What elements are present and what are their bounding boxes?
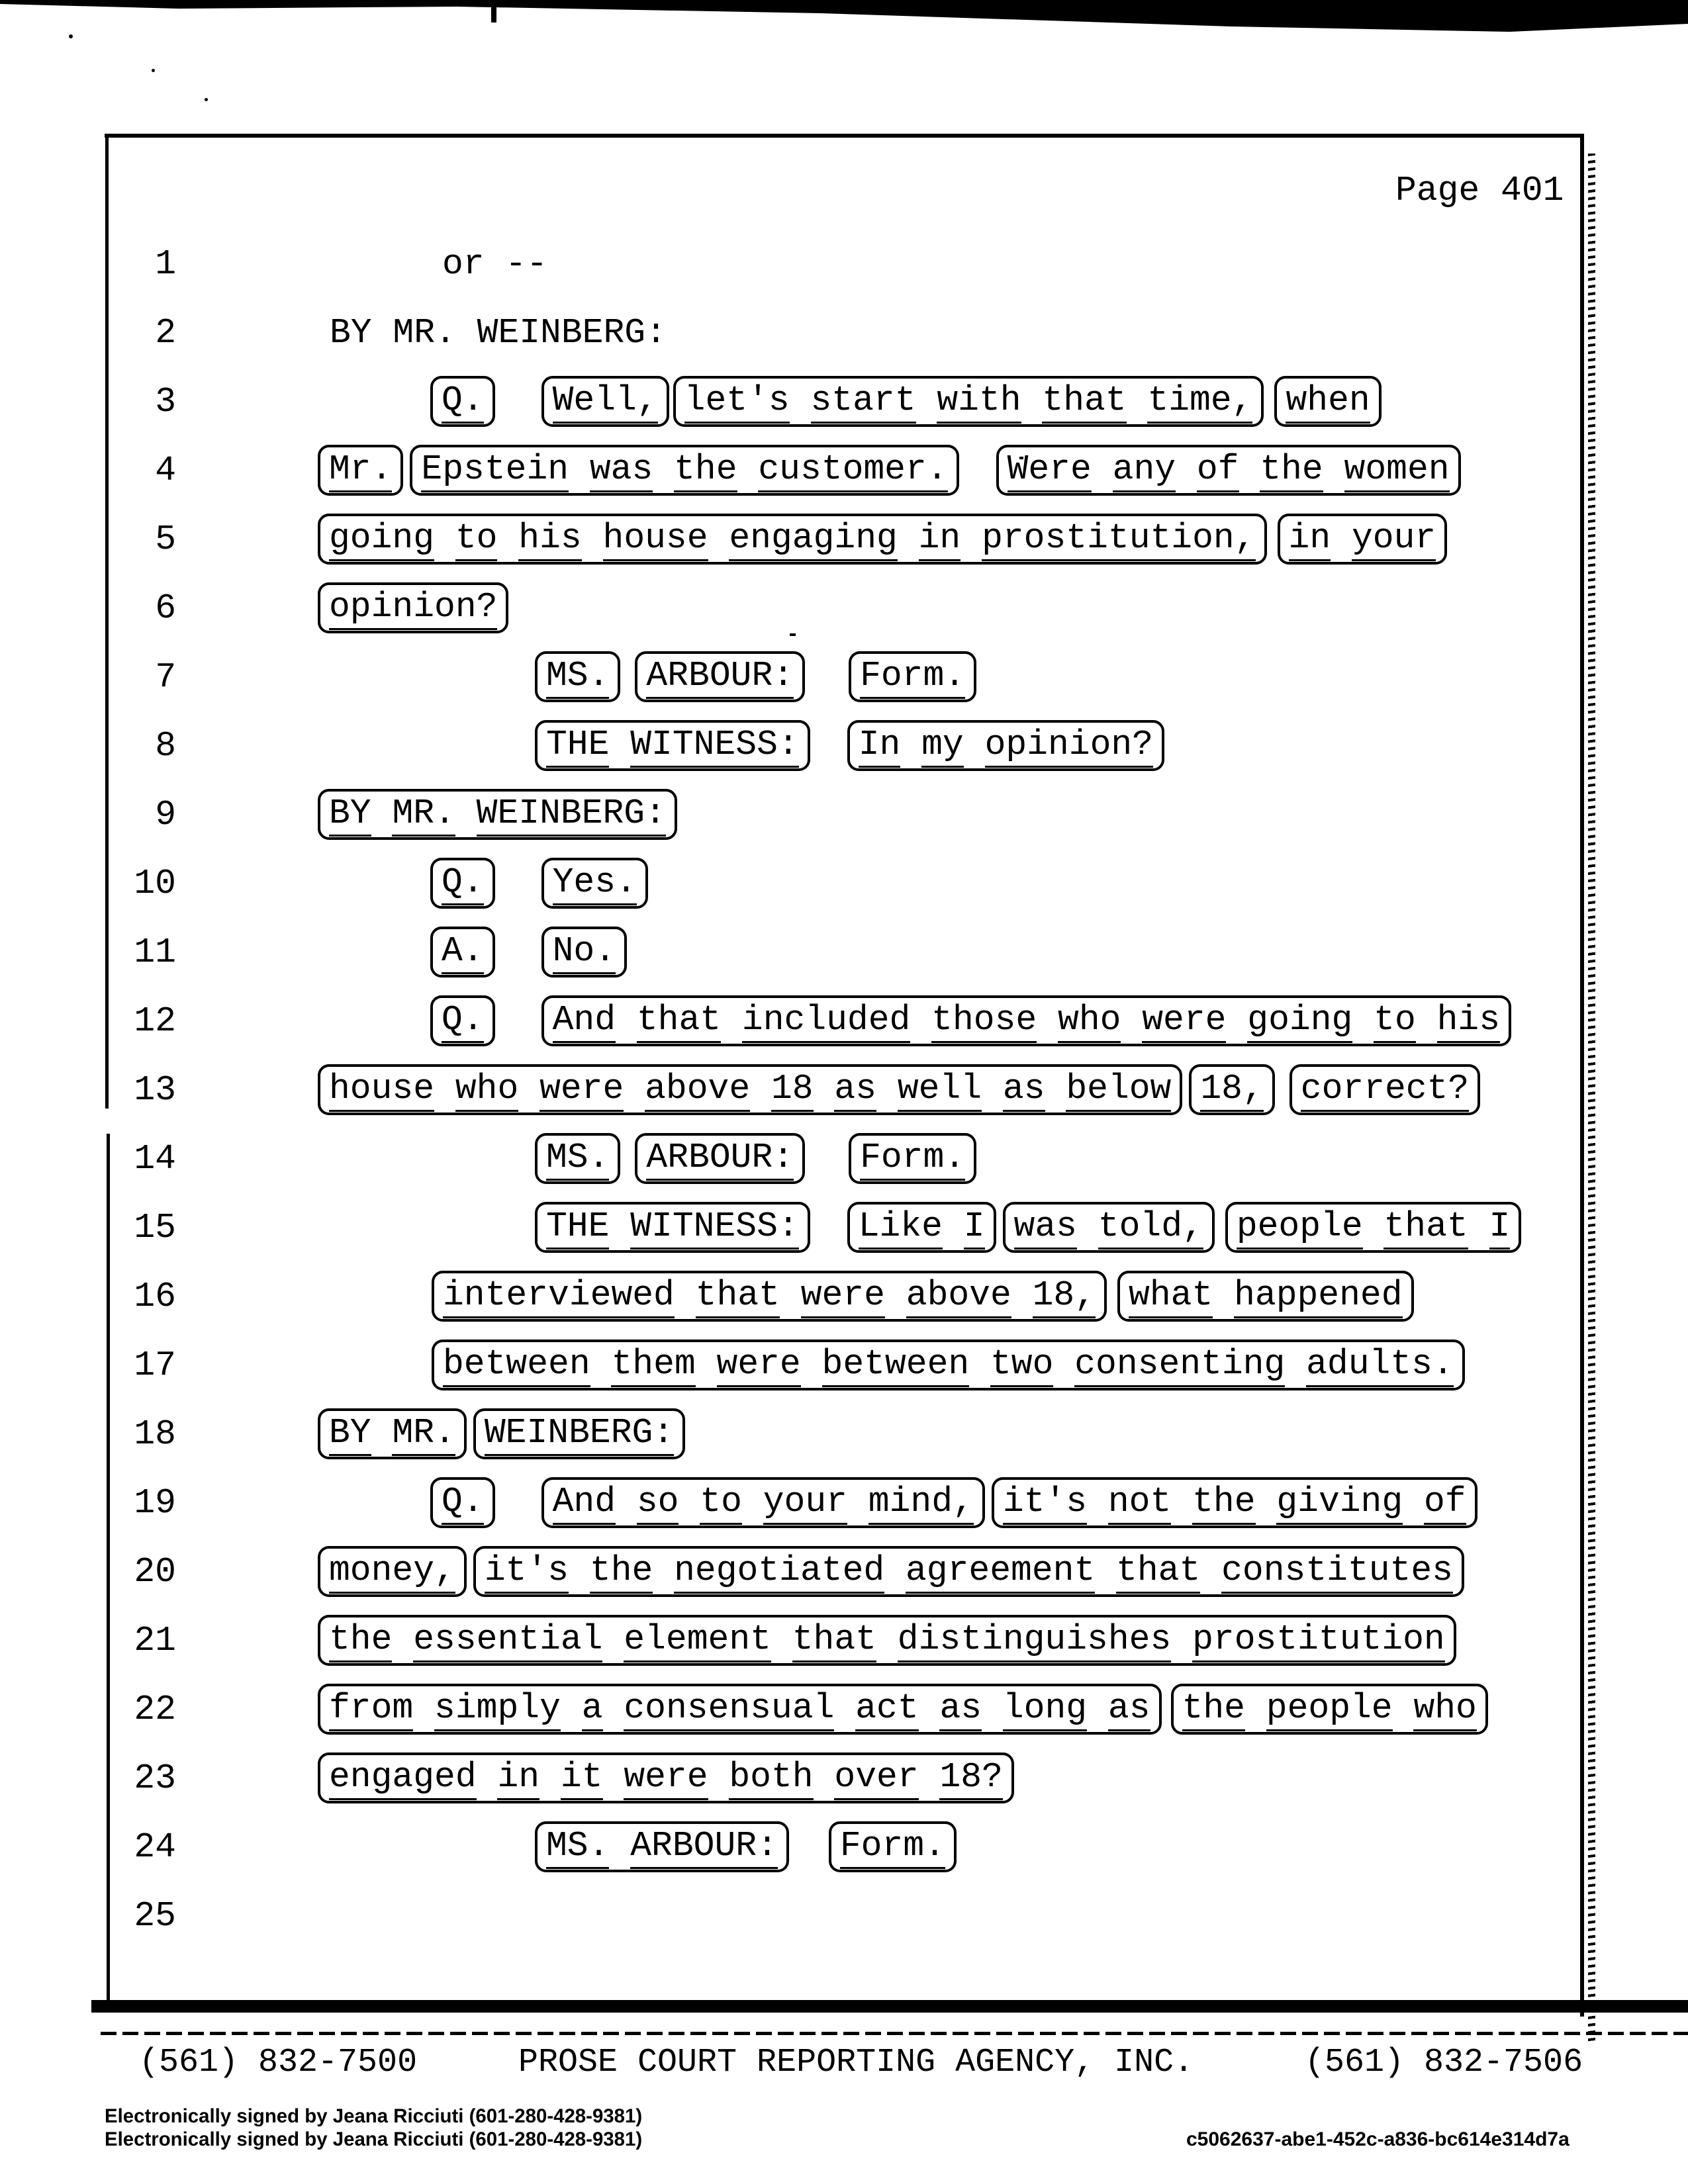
transcript-line-13: [0, 1069, 1688, 1142]
phrase-box: [318, 582, 508, 633]
line-content: [430, 927, 627, 978]
word: that: [1116, 1551, 1200, 1594]
word: prostitution,: [982, 518, 1255, 561]
scan-artifact-speck: [205, 98, 208, 101]
phrase-box: [541, 927, 627, 978]
word: to: [1374, 1000, 1416, 1043]
word: negotiated: [674, 1551, 884, 1594]
scan-artifact-bottom-dashes: [101, 2032, 1688, 2035]
line-content: [535, 1133, 976, 1184]
phrase-box: [1289, 1064, 1480, 1115]
line-number: 1: [155, 244, 176, 284]
line-content: [330, 313, 667, 353]
word: And: [553, 1482, 616, 1525]
word: a: [582, 1688, 603, 1731]
phrase-box: [318, 1546, 467, 1597]
word: that: [637, 1000, 721, 1043]
word: let's: [684, 381, 790, 424]
transcript-line-25: [0, 1896, 1688, 1968]
footer-phone-right: (561) 832-7506: [1305, 2044, 1583, 2081]
word: constitutes: [1221, 1551, 1453, 1594]
word: were: [539, 1069, 624, 1112]
word: in: [497, 1757, 539, 1800]
word: distinguishes: [898, 1619, 1171, 1662]
line-text: or --: [442, 244, 548, 284]
word: between: [822, 1344, 970, 1387]
phrase-box: [430, 995, 495, 1046]
word: the: [1192, 1482, 1255, 1525]
transcript-line-4: [0, 449, 1688, 522]
line-content: [535, 1821, 957, 1872]
footer-agency-name: PROSE COURT REPORTING AGENCY, INC.: [518, 2044, 1194, 2081]
word: was: [590, 449, 653, 492]
phrase-box: [849, 1133, 976, 1184]
word: prostitution: [1192, 1619, 1445, 1662]
line-number: 14: [134, 1139, 176, 1179]
line-number: 5: [155, 520, 176, 559]
word: long: [1003, 1688, 1087, 1731]
scan-artifact-tick: [1391, 8, 1395, 25]
word: were: [1142, 1000, 1226, 1043]
word: who: [1058, 1000, 1121, 1043]
line-number: 3: [155, 382, 176, 422]
word: going: [329, 518, 434, 561]
phrase-box: [847, 720, 1164, 771]
scan-artifact-top-band: [0, 0, 1688, 34]
word: going: [1247, 1000, 1352, 1043]
word: Form.: [860, 656, 965, 699]
word: my: [921, 725, 964, 768]
footer-phone-left: (561) 832-7500: [139, 2044, 418, 2081]
word: Like: [859, 1206, 943, 1250]
word: Form.: [860, 1138, 965, 1181]
word: ARBOUR:: [646, 1138, 794, 1181]
phrase-box: [318, 789, 677, 840]
phrase-box: [1278, 514, 1448, 565]
word: BY: [329, 794, 371, 837]
line-number: 7: [155, 657, 176, 697]
word: the: [674, 449, 737, 492]
line-text: BY MR. WEINBERG:: [330, 313, 667, 353]
scan-artifact-speck: [152, 69, 155, 72]
line-content: [318, 789, 677, 840]
transcript-line-8: [0, 725, 1688, 797]
word: as: [939, 1688, 982, 1731]
word: his: [518, 518, 581, 561]
line-number: 23: [134, 1758, 176, 1798]
transcript-line-18: [0, 1413, 1688, 1486]
word: the: [1260, 449, 1323, 492]
word: any: [1113, 449, 1176, 492]
phrase-box: [473, 1546, 1464, 1597]
word: it's: [485, 1551, 569, 1594]
phrase-box: [318, 1408, 467, 1459]
phrase-box: [541, 376, 669, 427]
word: in: [919, 518, 961, 561]
line-number: 11: [134, 933, 176, 972]
transcript-line-20: [0, 1551, 1688, 1623]
word: 18,: [1033, 1275, 1096, 1318]
word: Q.: [442, 381, 484, 424]
line-number: 13: [134, 1070, 176, 1110]
word: Q.: [442, 1000, 484, 1043]
phrase-box: [318, 1615, 1456, 1666]
transcript-line-16: [0, 1275, 1688, 1348]
word: interviewed: [443, 1275, 675, 1318]
transcript-line-19: [0, 1482, 1688, 1555]
word: time,: [1147, 381, 1252, 424]
line-content: [430, 995, 1511, 1046]
phrase-box: [430, 376, 495, 427]
phrase-box: [318, 1684, 1162, 1735]
word: that: [1042, 381, 1126, 424]
transcript-line-6: [0, 587, 1688, 660]
line-number: 4: [155, 451, 176, 490]
word: women: [1344, 449, 1450, 492]
line-content: [318, 1546, 1464, 1597]
word: included: [742, 1000, 910, 1043]
phrase-box: [541, 1477, 985, 1528]
word: them: [611, 1344, 695, 1387]
word: happened: [1234, 1275, 1402, 1318]
electronic-signature-line-2: Electronically signed by Jeana Ricciuti (601-280-428-9381): [105, 2128, 643, 2150]
line-content: [430, 376, 1382, 427]
word: element: [624, 1619, 771, 1662]
word: people: [1237, 1206, 1363, 1250]
line-content: [430, 858, 648, 909]
word: A.: [442, 931, 484, 974]
phrase-box: [535, 720, 810, 771]
word: it: [561, 1757, 603, 1800]
phrase-box: [432, 1340, 1465, 1390]
word: above: [906, 1275, 1011, 1318]
word: I: [1489, 1206, 1511, 1250]
word: were: [801, 1275, 885, 1318]
phrase-box: [1225, 1202, 1522, 1253]
phrase-box: [992, 1477, 1477, 1528]
word: start: [811, 381, 916, 424]
word: THE: [546, 1206, 609, 1250]
word: that: [696, 1275, 780, 1318]
transcript-line-9: [0, 794, 1688, 866]
phrase-box: [849, 651, 976, 702]
line-content: [318, 1064, 1480, 1115]
line-number: 2: [155, 313, 176, 353]
word: as: [1003, 1069, 1045, 1112]
line-content: [318, 582, 508, 633]
word: as: [834, 1069, 876, 1112]
phrase-box: [318, 1064, 1182, 1115]
transcript-line-23: [0, 1757, 1688, 1830]
line-content: [318, 1752, 1014, 1803]
line-number: 9: [155, 795, 176, 835]
phrase-box: [1189, 1064, 1274, 1115]
line-content: [535, 1202, 1521, 1253]
word: Well,: [553, 381, 658, 424]
word: well: [898, 1069, 982, 1112]
word: Epstein: [421, 449, 569, 492]
word: both: [729, 1757, 813, 1800]
word: above: [645, 1069, 750, 1112]
word: Q.: [442, 1482, 484, 1525]
word: THE: [546, 725, 609, 768]
word: WEINBERG:: [477, 794, 666, 837]
phrase-box: [1171, 1684, 1488, 1735]
line-content: [442, 244, 548, 284]
phrase-box: [430, 927, 495, 978]
phrase-box: [430, 858, 495, 909]
word: MS.: [546, 1138, 609, 1181]
word: who: [455, 1069, 518, 1112]
phrase-box: [1117, 1271, 1414, 1322]
word: so: [637, 1482, 679, 1525]
word: were: [624, 1757, 708, 1800]
line-content: [535, 651, 976, 702]
word: of: [1197, 449, 1239, 492]
line-number: 15: [134, 1208, 176, 1248]
word: essential: [413, 1619, 602, 1662]
transcript-line-1: [0, 244, 1688, 316]
line-number: 24: [134, 1827, 176, 1867]
word: MR.: [392, 1413, 455, 1456]
word: No.: [553, 931, 616, 974]
transcript-line-17: [0, 1344, 1688, 1417]
line-content: [430, 1477, 1477, 1528]
word: the: [590, 1551, 653, 1594]
page-border-bottom: [91, 2000, 1688, 2013]
word: engaging: [729, 518, 897, 561]
word: act: [855, 1688, 918, 1731]
word: in: [1289, 518, 1331, 561]
transcript-line-7: [0, 656, 1688, 729]
phrase-box: [673, 376, 1264, 427]
line-number: 22: [134, 1690, 176, 1729]
word: with: [937, 381, 1021, 424]
transcript-line-2: [0, 313, 1688, 385]
word: MS.: [546, 656, 609, 699]
word: 18,: [1200, 1069, 1263, 1112]
word: house: [329, 1069, 434, 1112]
word: two: [990, 1344, 1053, 1387]
word: to: [700, 1482, 742, 1525]
word: 18?: [939, 1757, 1002, 1800]
word: that: [792, 1619, 876, 1662]
line-number: 12: [134, 1001, 176, 1041]
word: were: [717, 1344, 801, 1387]
word: engaged: [329, 1757, 477, 1800]
word: told,: [1098, 1206, 1203, 1250]
transcript-line-22: [0, 1688, 1688, 1761]
word: mind,: [868, 1482, 974, 1525]
line-content: [318, 1615, 1456, 1666]
word: it's: [1003, 1482, 1087, 1525]
word: that: [1383, 1206, 1468, 1250]
phrase-box: [430, 1477, 495, 1528]
word: the: [1182, 1688, 1245, 1731]
word: agreement: [906, 1551, 1095, 1594]
word: Yes.: [553, 862, 637, 905]
phrase-box: [318, 514, 1267, 565]
scan-artifact-tick: [1151, 4, 1155, 24]
word: adults.: [1306, 1344, 1454, 1387]
word: the: [329, 1619, 392, 1662]
line-number: 21: [134, 1621, 176, 1661]
phrase-box: [535, 1202, 810, 1253]
word: I: [964, 1206, 985, 1250]
word: BY: [329, 1413, 371, 1456]
word: from: [329, 1688, 413, 1731]
line-content: [535, 720, 1164, 771]
line-content: [318, 445, 1461, 496]
phrase-box: [996, 445, 1461, 496]
transcript-line-14: [0, 1138, 1688, 1210]
transcript-line-3: [0, 381, 1688, 453]
word: opinion?: [329, 587, 497, 630]
phrase-box: [541, 858, 648, 909]
word: when: [1286, 381, 1370, 424]
word: what: [1129, 1275, 1213, 1318]
line-content: [432, 1340, 1465, 1390]
word: simply: [434, 1688, 561, 1731]
phrase-box: [829, 1821, 957, 1872]
phrase-box: [535, 651, 620, 702]
word: as: [1108, 1688, 1150, 1731]
transcript-line-15: [0, 1206, 1688, 1279]
word: of: [1424, 1482, 1466, 1525]
word: In: [859, 725, 901, 768]
phrase-box: [847, 1202, 996, 1253]
word: between: [443, 1344, 590, 1387]
word: Were: [1008, 449, 1092, 492]
word: below: [1066, 1069, 1171, 1112]
line-number: 18: [134, 1414, 176, 1454]
word: his: [1437, 1000, 1500, 1043]
phrase-box: [541, 995, 1511, 1046]
phrase-box: [535, 1133, 620, 1184]
word: ARBOUR:: [630, 1826, 778, 1869]
word: consensual: [624, 1688, 834, 1731]
phrase-box: [1274, 376, 1381, 427]
word: consenting: [1074, 1344, 1285, 1387]
word: Mr.: [329, 449, 392, 492]
word: ARBOUR:: [646, 656, 794, 699]
line-number: 20: [134, 1552, 176, 1592]
word: WEINBERG:: [485, 1413, 674, 1456]
word: WITNESS:: [630, 1206, 798, 1250]
word: over: [834, 1757, 918, 1800]
word: And: [553, 1000, 616, 1043]
word: Q.: [442, 862, 484, 905]
transcript-line-11: [0, 931, 1688, 1004]
transcript-line-21: [0, 1619, 1688, 1692]
phrase-box: [635, 651, 805, 702]
line-number: 8: [155, 726, 176, 766]
transcript-line-24: [0, 1826, 1688, 1899]
line-number: 6: [155, 588, 176, 628]
page-border-top: [105, 134, 1583, 138]
word: 18: [771, 1069, 814, 1112]
word: Form.: [840, 1826, 945, 1869]
line-content: [432, 1271, 1414, 1322]
line-number: 17: [134, 1345, 176, 1385]
transcript-line-10: [0, 862, 1688, 935]
scan-artifact-speck: [69, 34, 73, 38]
line-number: 10: [134, 864, 176, 903]
word: opinion?: [985, 725, 1153, 768]
word: house: [603, 518, 708, 561]
phrase-box: [535, 1821, 789, 1872]
word: your: [763, 1482, 847, 1525]
line-number: 25: [134, 1896, 176, 1936]
word: those: [931, 1000, 1037, 1043]
phrase-box: [473, 1408, 685, 1459]
word: WITNESS:: [630, 725, 798, 768]
phrase-box: [635, 1133, 805, 1184]
phrase-box: [1003, 1202, 1215, 1253]
word: MR.: [392, 794, 455, 837]
transcript-line-12: [0, 1000, 1688, 1073]
word: MS.: [546, 1826, 609, 1869]
word: not: [1108, 1482, 1171, 1525]
word: correct?: [1301, 1069, 1469, 1112]
word: people: [1266, 1688, 1393, 1731]
line-number: 16: [134, 1277, 176, 1316]
line-content: [318, 1684, 1488, 1735]
phrase-box: [410, 445, 959, 496]
word: giving: [1276, 1482, 1403, 1525]
document-id: c5062637-abe1-452c-a836-bc614e314d7a: [1186, 2128, 1570, 2150]
scan-artifact-tick: [491, 0, 496, 23]
word: who: [1413, 1688, 1476, 1731]
word: to: [455, 518, 498, 561]
page-number-label: Page 401: [1395, 171, 1564, 210]
line-content: [318, 1408, 685, 1459]
electronic-signature-line-1: Electronically signed by Jeana Ricciuti (601-280-428-9381): [105, 2105, 643, 2127]
phrase-box: [318, 445, 403, 496]
transcript-line-5: [0, 518, 1688, 591]
word: customer.: [758, 449, 947, 492]
word: money,: [329, 1551, 455, 1594]
line-number: 19: [134, 1483, 176, 1523]
word: was: [1014, 1206, 1077, 1250]
phrase-box: [432, 1271, 1107, 1322]
phrase-box: [318, 1752, 1014, 1803]
word: your: [1352, 518, 1436, 561]
line-content: [318, 514, 1447, 565]
